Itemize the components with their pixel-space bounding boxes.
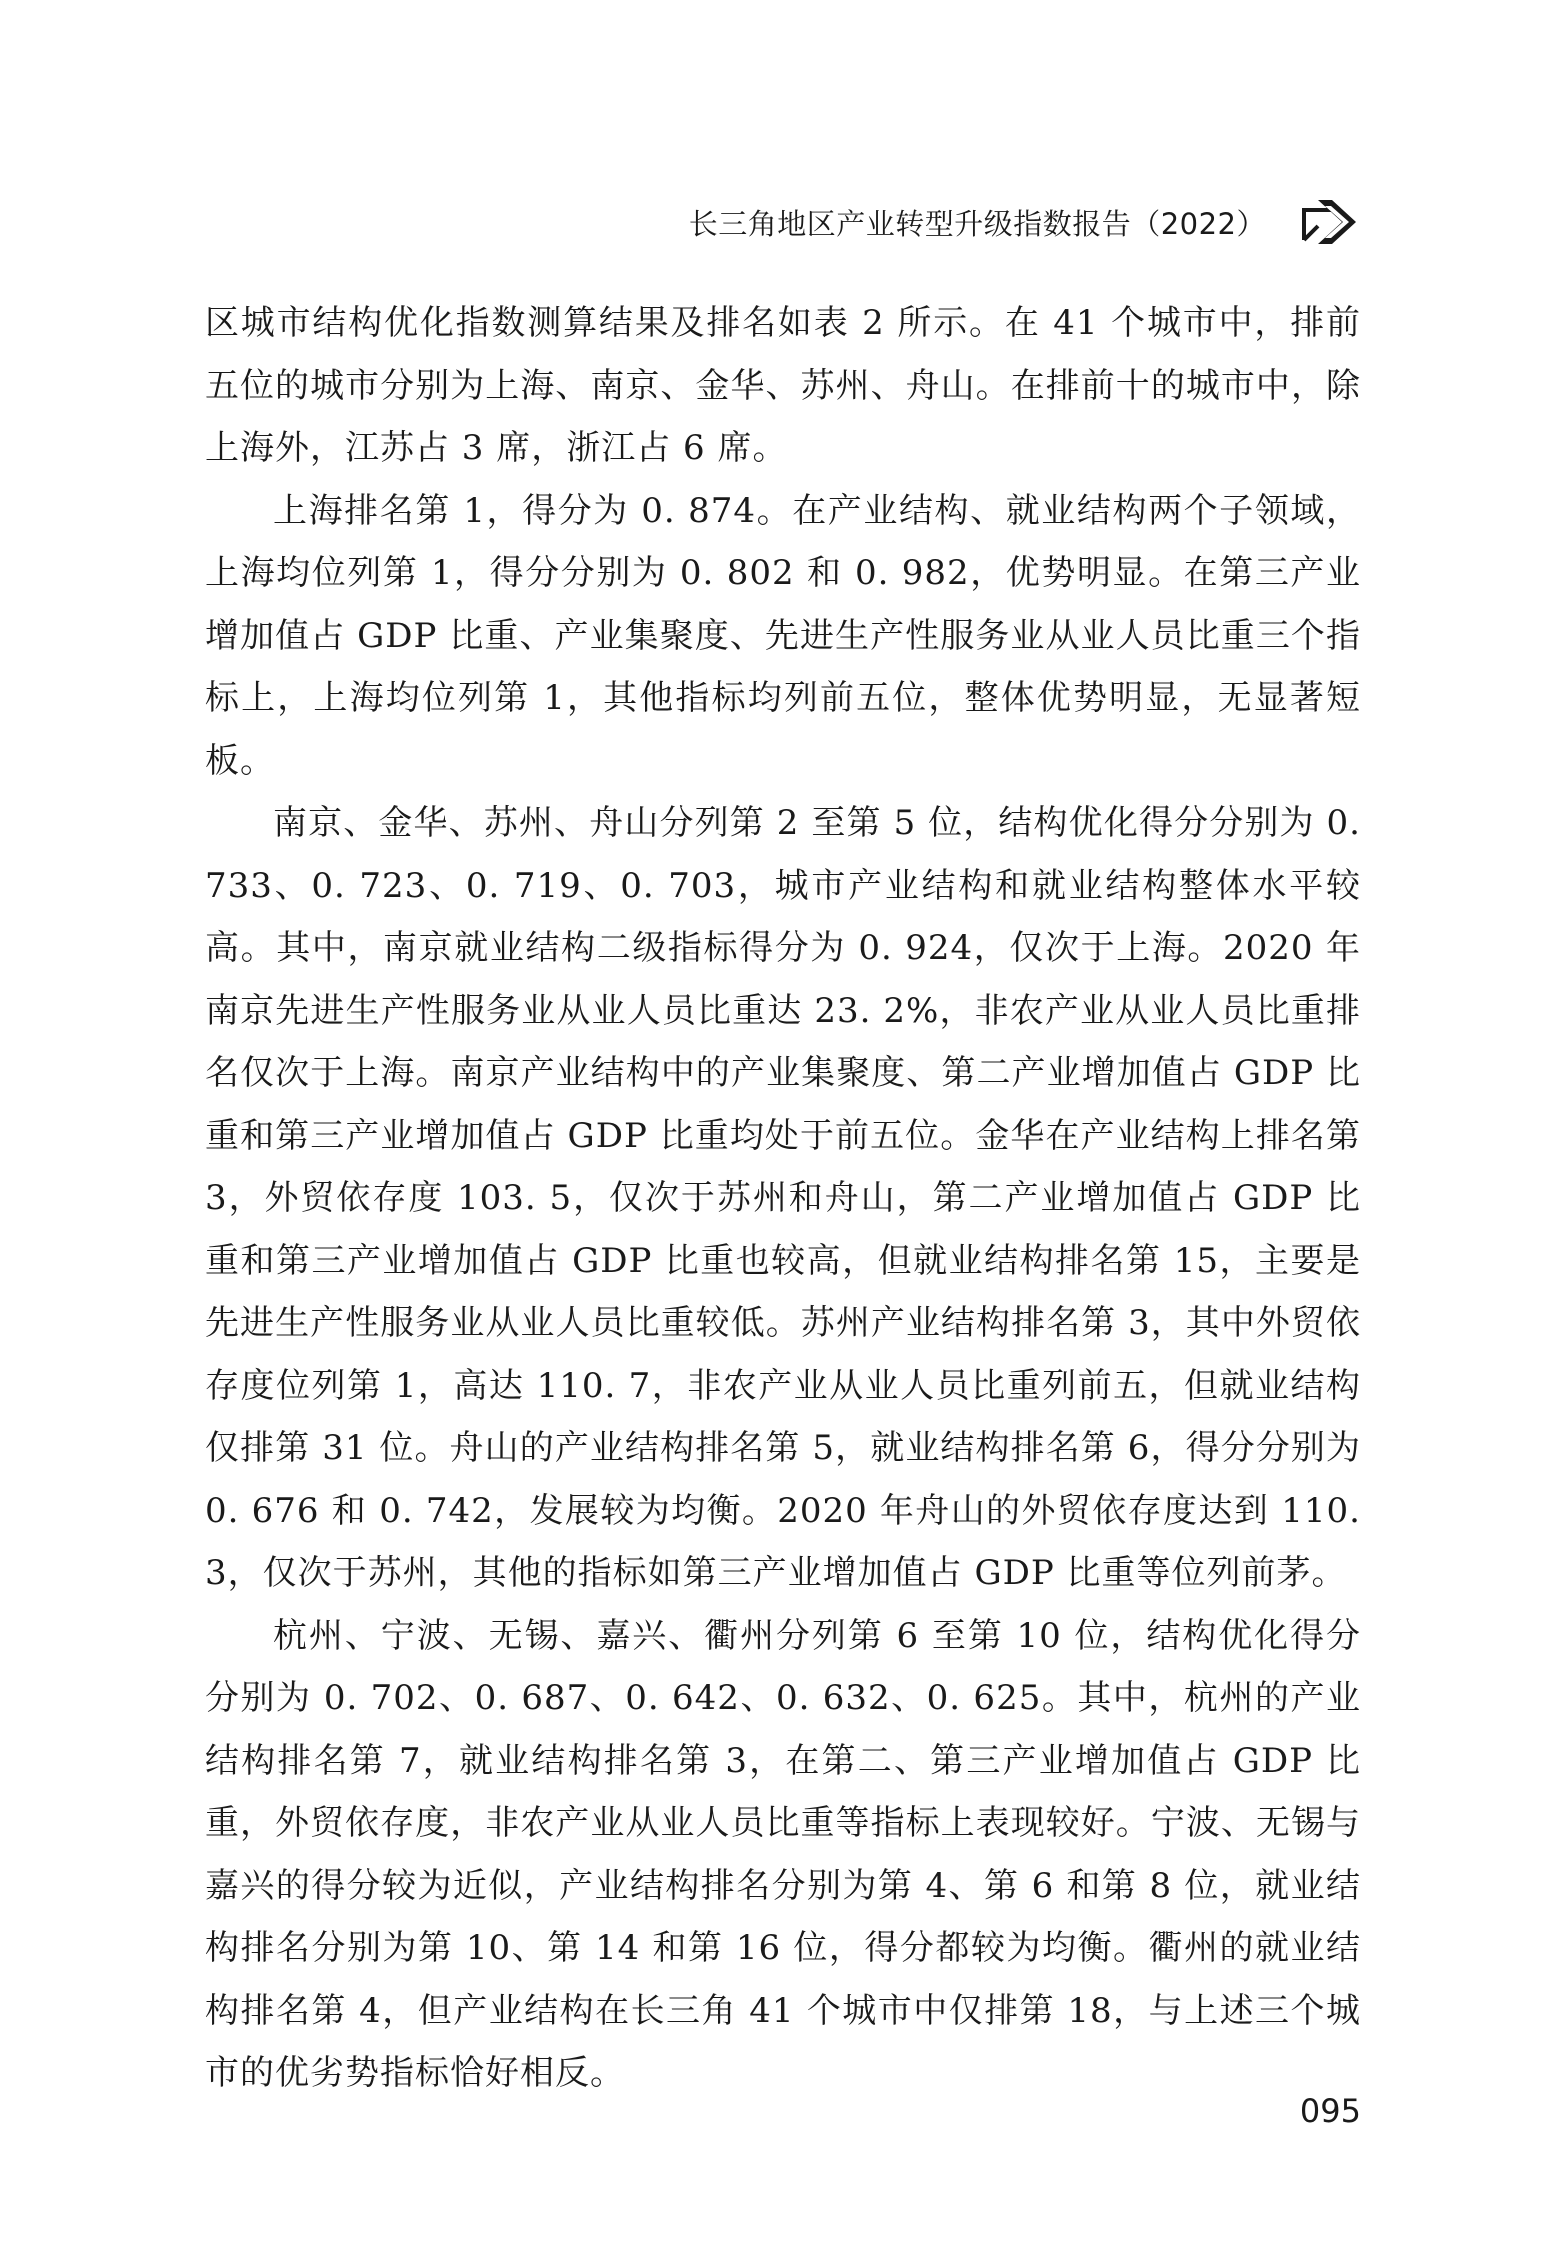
paragraph-hangzhou-ningbo-wuxi-jiaxing-quzhou: 杭州、宁波、无锡、嘉兴、衢州分列第 6 至第 10 位，结构优化得分分别为 0. 702、0. 687、0. 642、0. 632、0. 625。其中，杭州的产业结构排名第 7，就业结构排名第 3，在第二、第三产业增加值占 GDP 比重，外贸依存度，非农产业从业人员比重等指标上表现较好。宁波、无锡与嘉兴的得分较为近似，产业结构排名分别为第 4、第 6 和第 8 位，就业结构排名分别为第 10、第 14 和第 16 位，得分都较为均衡。衢州的就业结构排名第 4，但产业结构在长三角 41 个城市中仅排第 18，与上述三个城市的优劣势指标恰好相反。 [205, 1615, 1361, 2093]
paragraph-nanjing-jinhua-suzhou-zhoushan: 南京、金华、苏州、舟山分列第 2 至第 5 位，结构优化得分分别为 0. 733、0. 723、0. 719、0. 703，城市产业结构和就业结构整体水平较高。其中，南京就业结构二级指标得分为 0. 924，仅次于上海。2020 年南京先进生产性服务业从业人员比重达 23. 2%，非农产业从业人员比重排名仅次于上海。南京产业结构中的产业集聚度、第二产业增加值占 GDP 比重和第三产业增加值占 GDP 比重均处于前五位。金华在产业结构上排名第 3，外贸依存度 103. 5，仅次于苏州和舟山，第二产业增加值占 GDP 比重和第三产业增加值占 GDP 比重也较高，但就业结构排名第 15，主要是先进生产性服务业从业人员比重较低。苏州产业结构排名第 3，其中外贸依存度位列第 1，高达 110. 7，非农产业从业人员比重列前五，但就业结构仅排第 31 位。舟山的产业结构排名第 5，就业结构排名第 6，得分分别为 0. 676 和 0. 742，发展较为均衡。2020 年舟山的外贸依存度达到 110. 3，仅次于苏州，其他的指标如第三产业增加值占 GDP 比重等位列前茅。 [205, 803, 1361, 1593]
body-text [205, 292, 1361, 2105]
page-number: 095 [1299, 2092, 1361, 2130]
running-header-title: 长三角地区产业转型升级指数报告（2022） [688, 207, 1266, 241]
paragraph-shanghai: 上海排名第 1，得分为 0. 874。在产业结构、就业结构两个子领域，上海均位列第 1，得分分别为 0. 802 和 0. 982，优势明显。在第三产业增加值占 GDP 比重、产业集聚度、先进生产性服务业从业人员比重三个指标上，上海均位列第 1，其他指标均列前五位，整体优势明显，无显著短板。 [205, 490, 1361, 781]
running-header [0, 196, 1556, 256]
chapter-arrow-icon [1298, 196, 1362, 248]
paragraph-continuation: 区城市结构优化指数测算结果及排名如表 2 所示。在 41 个城市中，排前五位的城市分别为上海、南京、金华、苏州、舟山。在排前十的城市中，除上海外，江苏占 3 席，浙江占 6 席。 [205, 303, 1361, 468]
